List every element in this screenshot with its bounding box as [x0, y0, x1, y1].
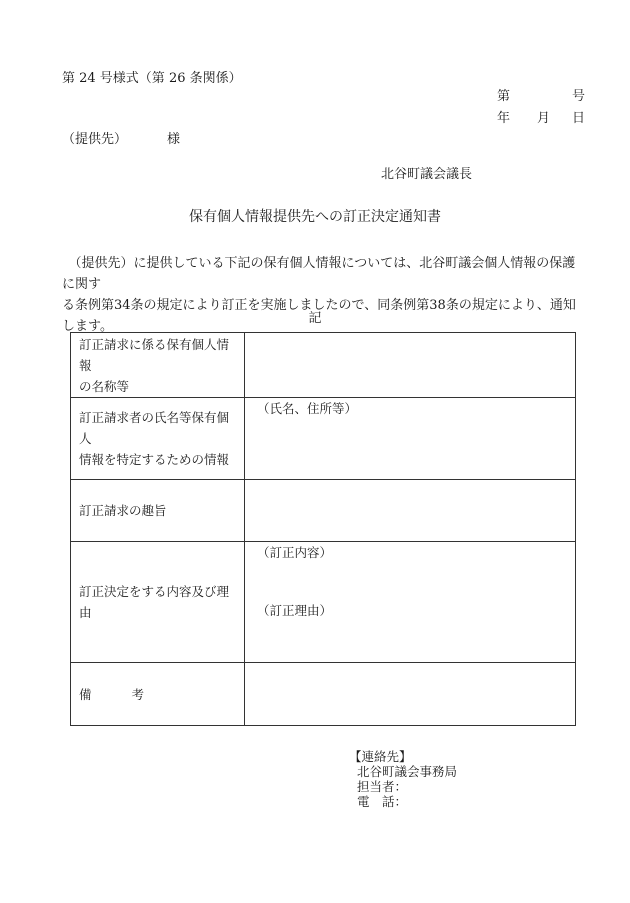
value-note: （訂正内容） [257, 545, 333, 560]
label-line: 訂正請求に係る保有個人情報 [79, 336, 230, 373]
value-note: （訂正理由） [257, 603, 333, 618]
sender: 北谷町議会議長 [381, 167, 473, 182]
table-row [71, 398, 576, 480]
number-prefix: 第 [497, 89, 511, 104]
table-row [71, 542, 576, 663]
contact-heading: 【連絡先】 [349, 749, 412, 764]
row-value [245, 663, 576, 726]
label-part: 考 [131, 686, 145, 702]
contact-office: 北谷町議会事務局 [357, 764, 458, 779]
row-label [71, 663, 245, 726]
table-row [71, 480, 576, 542]
body-line-1: （提供先）に提供している下記の保有個人情報については、北谷町議会個人情報の保護に関す [62, 256, 576, 292]
date-month: 月 [537, 111, 551, 126]
value-note: （氏名、住所等） [257, 401, 358, 416]
table-row [71, 663, 576, 726]
row-value [245, 398, 576, 480]
date-day: 日 [571, 111, 585, 126]
form-number: 第 24 号様式（第 26 条関係） [62, 71, 242, 86]
row-value [245, 333, 576, 398]
body-line-2: る条例第34条の規定により訂正を実施しましたので、同条例第38条の規定により、通知します。 [62, 298, 576, 334]
recipient-name: （提供先） [62, 132, 128, 147]
row-label [71, 333, 245, 398]
recipient-suffix: 様 [167, 132, 181, 147]
ki-heading: 記 [308, 311, 322, 326]
label-line: 情報を特定するための情報 [79, 452, 230, 467]
label-line: の名称等 [79, 378, 130, 394]
recipient [62, 128, 180, 147]
table-row [71, 333, 576, 398]
date-year: 年 [497, 111, 511, 126]
form-table [70, 332, 576, 726]
row-label: 訂正請求の趣旨 [71, 480, 245, 542]
document-title: 保有個人情報提供先への訂正決定通知書 [189, 209, 441, 225]
contact-person: 担当者： [357, 779, 408, 794]
label-line: 訂正請求者の氏名等保有個人 [79, 410, 230, 446]
label-part: 備 [79, 686, 92, 702]
row-label [71, 398, 245, 480]
contact-block [349, 749, 457, 809]
row-value [245, 480, 576, 542]
contact-phone: 電 話： [357, 794, 408, 809]
row-value [245, 542, 576, 663]
number-suffix: 号 [571, 89, 585, 104]
row-label: 訂正決定をする内容及び理由 [71, 542, 245, 663]
document-number [497, 85, 585, 104]
